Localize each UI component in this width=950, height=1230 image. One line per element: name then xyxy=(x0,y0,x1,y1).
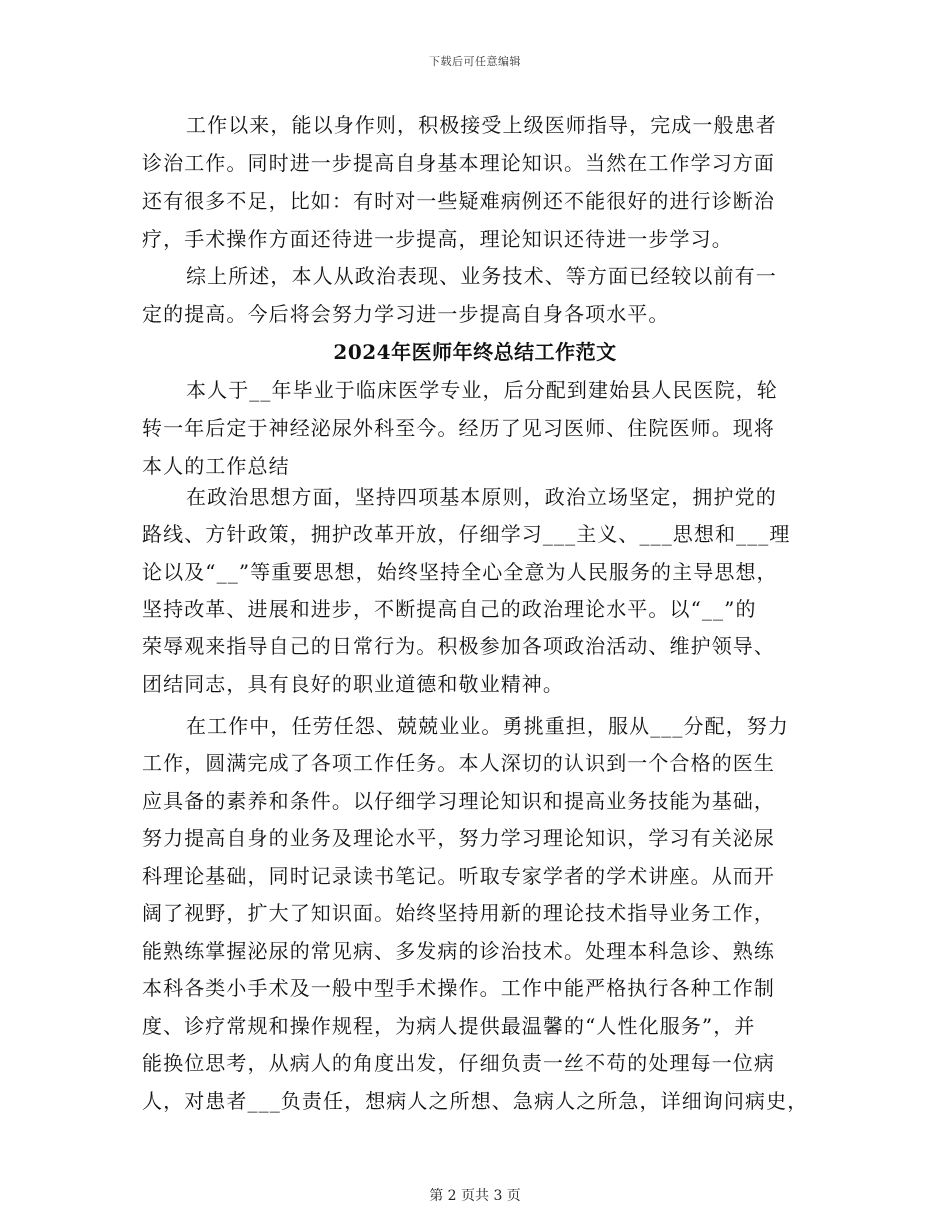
paragraph-line: 应具备的素养和条件。以仔细学习理论知识和提高业务技能为基础， xyxy=(142,789,775,813)
paragraph-line: 综上所述，本人从政治表现、业务技术、等方面已经较以前有一 xyxy=(186,264,777,288)
paragraph-line: 坚持改革、进展和进步，不断提高自己的政治理论水平。以“__”的 xyxy=(142,597,757,621)
paragraph-line: 工作以来，能以身作则，积极接受上级医师指导，完成一般患者 xyxy=(186,113,777,137)
paragraph-line: 团结同志，具有良好的职业道德和敬业精神。 xyxy=(142,672,564,696)
page-footer: 第 2 页共 3 页 xyxy=(429,1188,521,1204)
paragraph-line: 能换位思考，从病人的角度出发，仔细负责一丝不苟的处理每一位病 xyxy=(142,1051,775,1075)
paragraph-line: 工作，圆满完成了各项工作任务。本人深切的认识到一个合格的医生 xyxy=(142,751,775,775)
paragraph-line: 科理论基础，同时记录读书笔记。听取专家学者的学术讲座。从而开 xyxy=(142,864,775,888)
paragraph-line: 定的提高。今后将会努力学习进一步提高自身各项水平。 xyxy=(142,302,670,326)
paragraph-line: 荣辱观来指导自己的日常行为。积极参加各项政治活动、维护领导、 xyxy=(142,634,775,658)
paragraph-line: 在工作中，任劳任怨、兢兢业业。勇挑重担，服从___分配，努力 xyxy=(186,714,789,738)
paragraph-line: 本人的工作总结 xyxy=(142,454,290,478)
paragraph-line: 论以及“__”等重要思想，始终坚持全心全意为人民服务的主导思想， xyxy=(142,560,778,584)
paragraph-line: 度、诊疗常规和操作规程，为病人提供最温馨的“人性化服务”，并 xyxy=(142,1014,756,1038)
paragraph-line: 能熟练掌握泌尿的常见病、多发病的诊治技术。处理本科急诊、熟练 xyxy=(142,939,775,963)
paragraph-line: 在政治思想方面，坚持四项基本原则，政治立场坚定，拥护党的 xyxy=(186,485,777,509)
paragraph-line: 人，对患者___负责任，想病人之所想、急病人之所急，详细询问病史， xyxy=(142,1089,809,1113)
paragraph-line: 路线、方针政策，拥护改革开放，仔细学习___主义、___思想和___理 xyxy=(142,522,791,546)
paragraph-line: 本人于__年毕业于临床医学专业，后分配到建始县人民医院，轮 xyxy=(186,378,778,402)
paragraph-line: 还有很多不足，比如：有时对一些疑难病例还不能很好的进行诊断治 xyxy=(142,189,775,213)
paragraph-line: 疗，手术操作方面还待进一步提高，理论知识还待进一步学习。 xyxy=(142,227,733,251)
paragraph-line: 阔了视野，扩大了知识面。始终坚持用新的理论技术指导业务工作， xyxy=(142,901,775,925)
paragraph-line: 诊治工作。同时进一步提高自身基本理论知识。当然在工作学习方面 xyxy=(142,151,775,175)
page-header: 下载后可任意编辑 xyxy=(429,55,521,68)
section-title: 2024年医师年终总结工作范文 xyxy=(333,340,617,364)
paragraph-line: 本科各类小手术及一般中型手术操作。工作中能严格执行各种工作制 xyxy=(142,976,775,1000)
paragraph-line: 转一年后定于神经泌尿外科至今。经历了见习医师、住院医师。现将 xyxy=(142,416,775,440)
paragraph-line: 努力提高自身的业务及理论水平，努力学习理论知识，学习有关泌尿 xyxy=(142,826,775,850)
